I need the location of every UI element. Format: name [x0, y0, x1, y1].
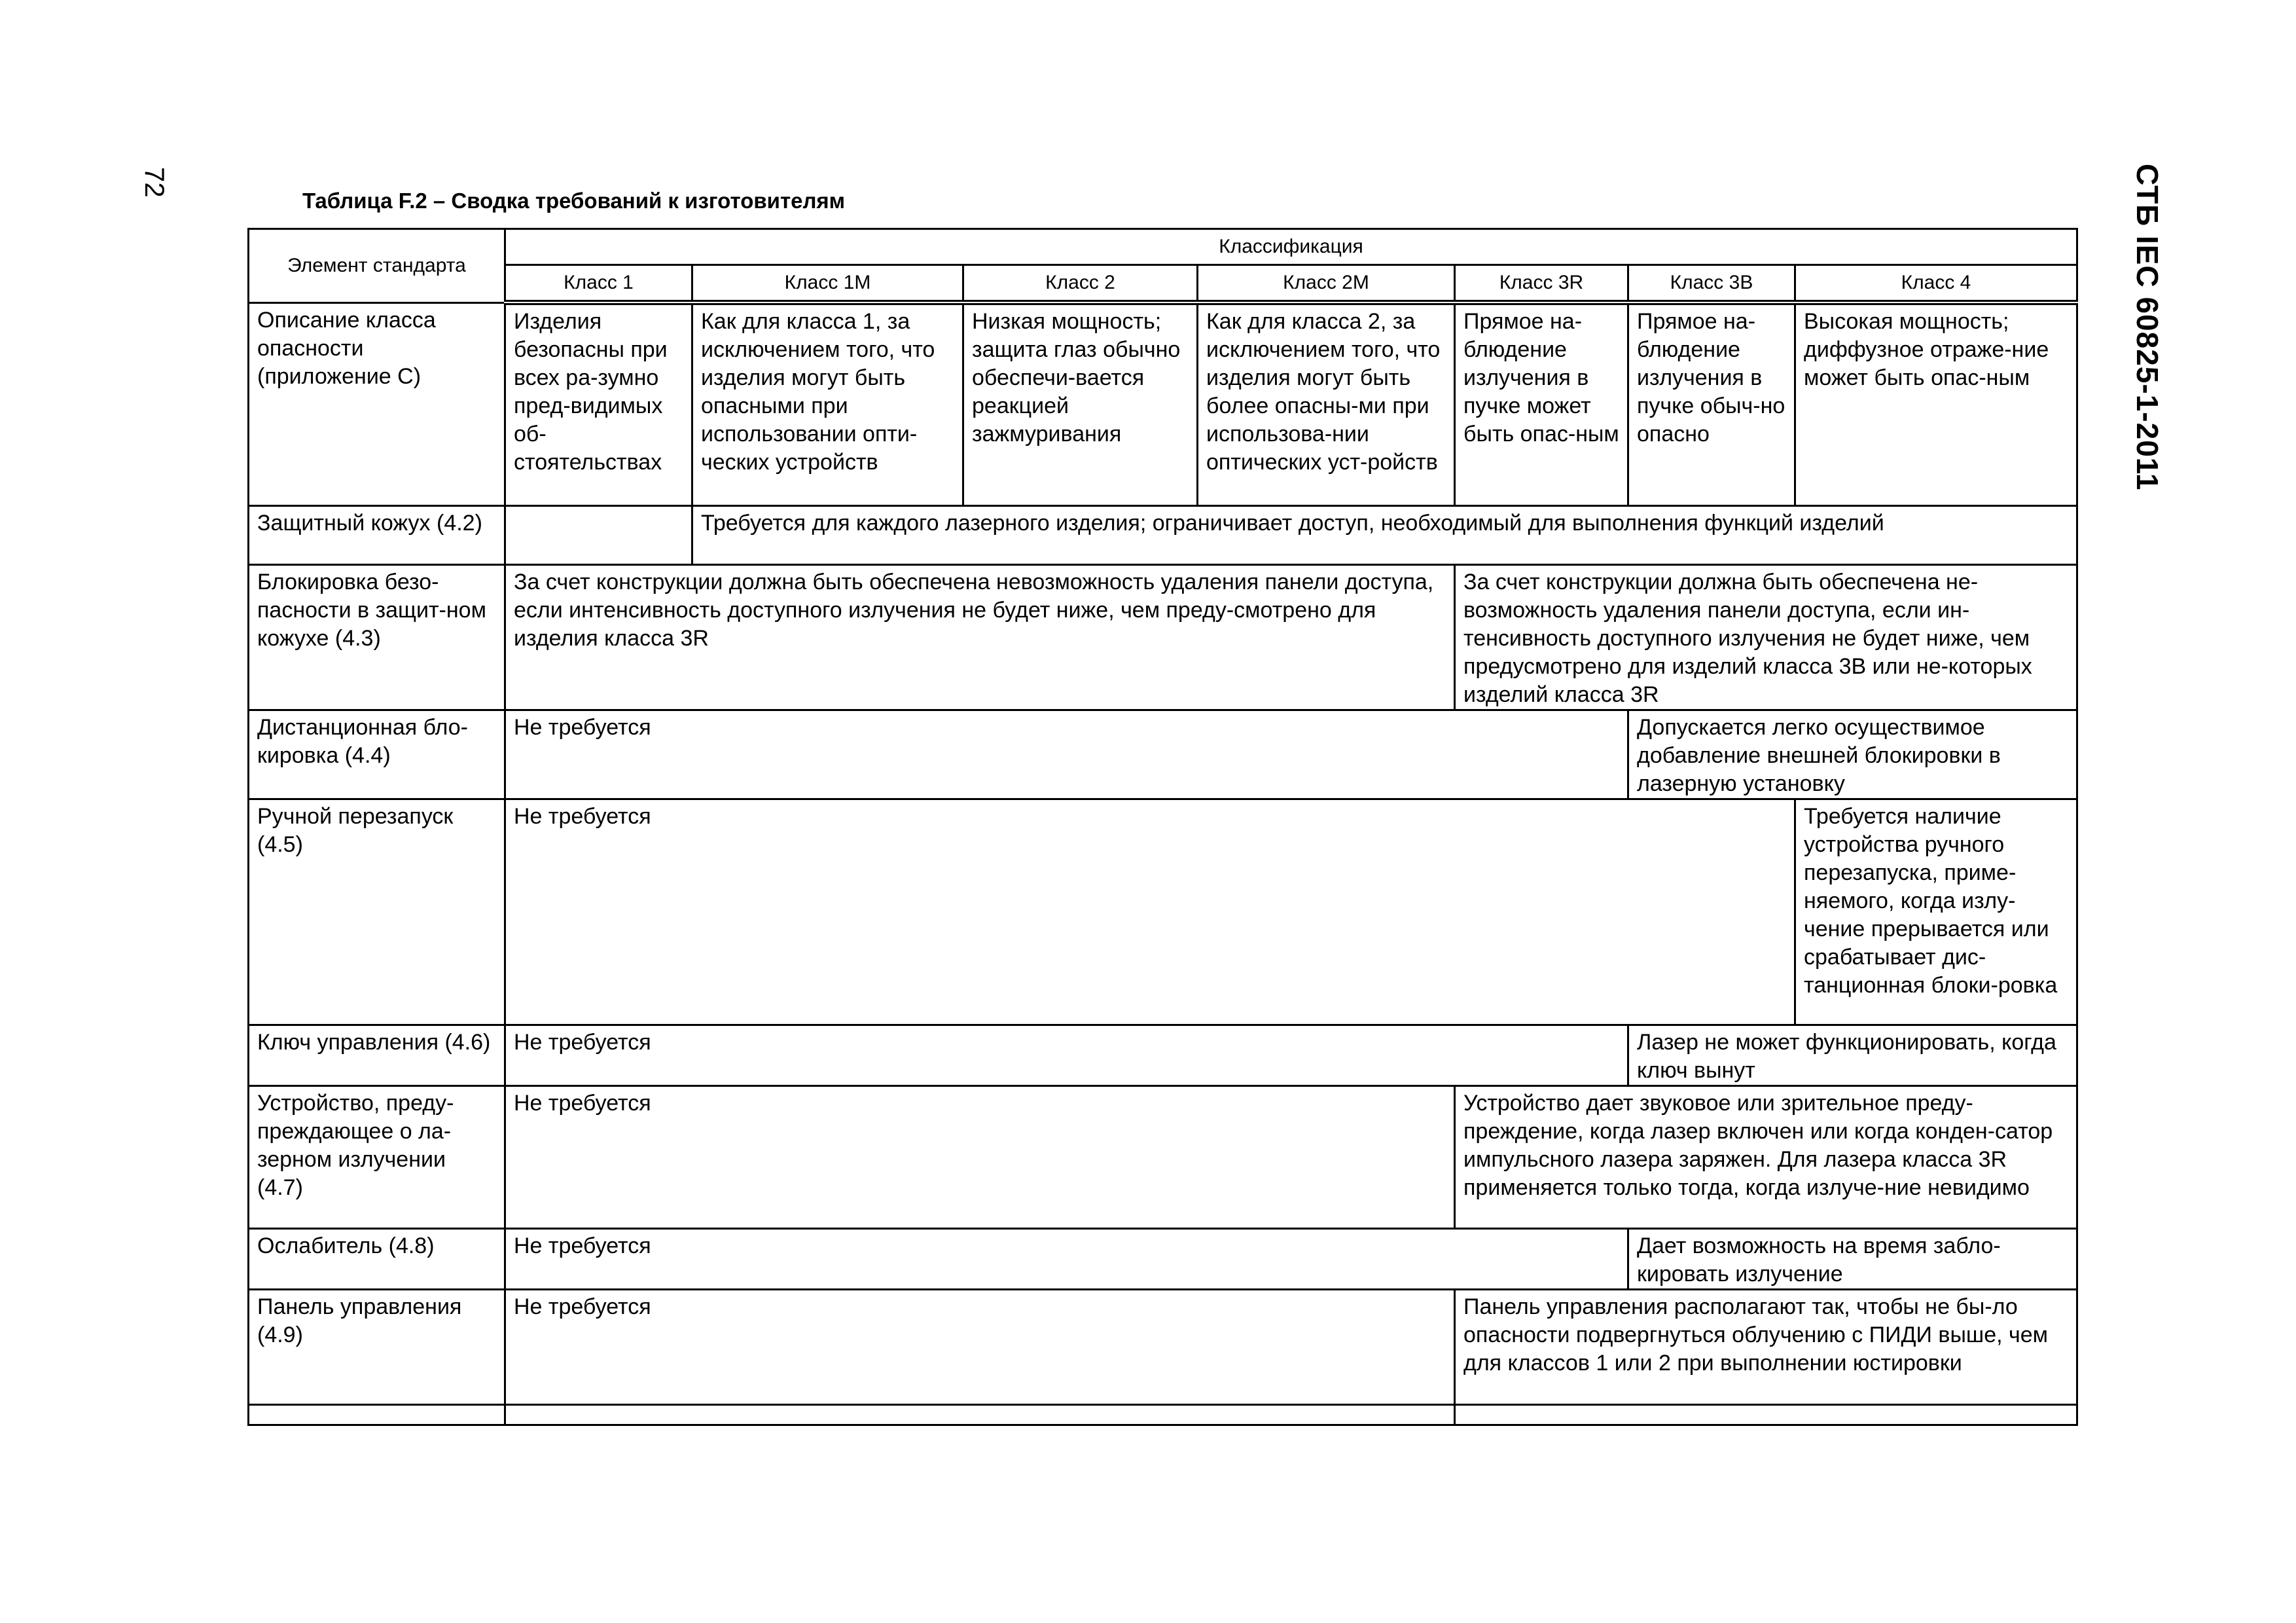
cell-class-3b: Прямое на-блюдение излучения в пучке обыч-но опасно: [1628, 302, 1795, 505]
header-class-1: Класс 1: [505, 265, 692, 303]
header-classification: Классификация: [505, 229, 2077, 265]
standard-code: СТБ IEC 60825-1-2011: [2130, 164, 2164, 491]
cell-merged-left: Не требуется: [505, 1289, 1455, 1404]
empty-cell: [249, 1404, 505, 1425]
cell-merged-right: Дает возможность на время забло-кировать излучение: [1628, 1228, 2077, 1289]
header-class-1m: Класс 1М: [692, 265, 963, 303]
cell-merged-left: Не требуется: [505, 1228, 1628, 1289]
header-class-2: Класс 2: [963, 265, 1198, 303]
cell-class-2m: Как для класса 2, за исключением того, что изделия могут быть более опасны-ми при использова-нии оптических уст-ройств: [1198, 302, 1455, 505]
cell-class-3r: Прямое на-блюдение излучения в пучке может быть опас-ным: [1455, 302, 1628, 505]
cell-class-1m: Как для класса 1, за исключением того, что изделия могут быть опасными при использовании опти-ческих устройств: [692, 302, 963, 505]
table-row: [249, 710, 2077, 799]
row-element: Ослабитель (4.8): [249, 1228, 505, 1289]
header-class-2m: Класс 2М: [1198, 265, 1455, 303]
table-row: [249, 799, 2077, 1025]
header-class-3r: Класс 3R: [1455, 265, 1628, 303]
row-element: Защитный кожух (4.2): [249, 505, 505, 564]
row-element: Дистанционная бло-кировка (4.4): [249, 710, 505, 799]
cell-merged-left: Не требуется: [505, 1025, 1628, 1085]
table-row-continued: [249, 1404, 2077, 1425]
table-title: Таблица F.2 – Сводка требований к изготовителям: [302, 189, 846, 213]
cell-merged-left: За счет конструкции должна быть обеспечена невозможность удаления панели доступа, если интенсивность доступного излучения не будет ниже, чем преду-смотрено для изделия класса 3R: [505, 564, 1455, 710]
cell-merged-right: Панель управления располагают так, чтобы не бы-ло опасности подвергнуться облучению с ПИДИ выше, чем для классов 1 или 2 при выполнении юстировки: [1455, 1289, 2077, 1404]
cell-merged-right: Лазер не может функционировать, когда ключ вынут: [1628, 1025, 2077, 1085]
cell-merged-left: Не требуется: [505, 799, 1795, 1025]
empty-cell: [1455, 1404, 2077, 1425]
cell-merged-right: Допускается легко осуществимое добавление внешней блокировки в лазерную установку: [1628, 710, 2077, 799]
cell-class-1: Изделия безопасны при всех ра-зумно пред-видимых об-стоятельствах: [505, 302, 692, 505]
cell-class-2: Низкая мощность; защита глаз обычно обеспечи-вается реакцией зажмуривания: [963, 302, 1198, 505]
table-row: [249, 1289, 2077, 1404]
header-class-4: Класс 4: [1795, 265, 2077, 303]
row-element: Ручной перезапуск (4.5): [249, 799, 505, 1025]
cell-class-4: Требуется наличие устройства ручного перезапуска, приме-няемого, когда излу-чение прерывается или срабатывает дис-танционная блоки-ровка: [1795, 799, 2077, 1025]
row-element: Устройство, преду-преждающее о ла-зерном излучении (4.7): [249, 1085, 505, 1228]
cell-merged-left: Не требуется: [505, 710, 1628, 799]
cell-class-1: [505, 505, 692, 564]
table-row: [249, 1228, 2077, 1289]
table-row: [249, 505, 2077, 564]
table-row: [249, 1025, 2077, 1085]
header-class-3b: Класс 3В: [1628, 265, 1795, 303]
table-row: [249, 1085, 2077, 1228]
page-number: 72: [139, 167, 170, 198]
row-element: Блокировка безо-пасности в защит-ном кожухе (4.3): [249, 564, 505, 710]
requirements-table: [247, 228, 2078, 1426]
cell-merged-right: Устройство дает звуковое или зрительное преду-преждение, когда лазер включен или когда конден-сатор импульсного лазера заряжен. Для лазера класса 3R применяется только тогда, когда излуче-ние невидимо: [1455, 1085, 2077, 1228]
cell-class-4: Высокая мощность; диффузное отраже-ние может быть опас-ным: [1795, 302, 2077, 505]
row-element: Описание класса опасности (приложение С): [249, 302, 505, 505]
cell-merged: Требуется для каждого лазерного изделия; ограничивает доступ, необходимый для выполнения функций изделий: [692, 505, 2077, 564]
row-element: Ключ управления (4.6): [249, 1025, 505, 1085]
empty-cell: [505, 1404, 1455, 1425]
table-row: [249, 564, 2077, 710]
cell-merged-left: Не требуется: [505, 1085, 1455, 1228]
header-element: Элемент стандарта: [249, 229, 505, 303]
cell-merged-right: За счет конструкции должна быть обеспечена не-возможность удаления панели доступа, если ин-тенсивность доступного излучения не будет ниже, чем предусмотрено для изделий класса 3В или не-которых изделий класса 3R: [1455, 564, 2077, 710]
row-element: Панель управления (4.9): [249, 1289, 505, 1404]
table-row: [249, 302, 2077, 505]
